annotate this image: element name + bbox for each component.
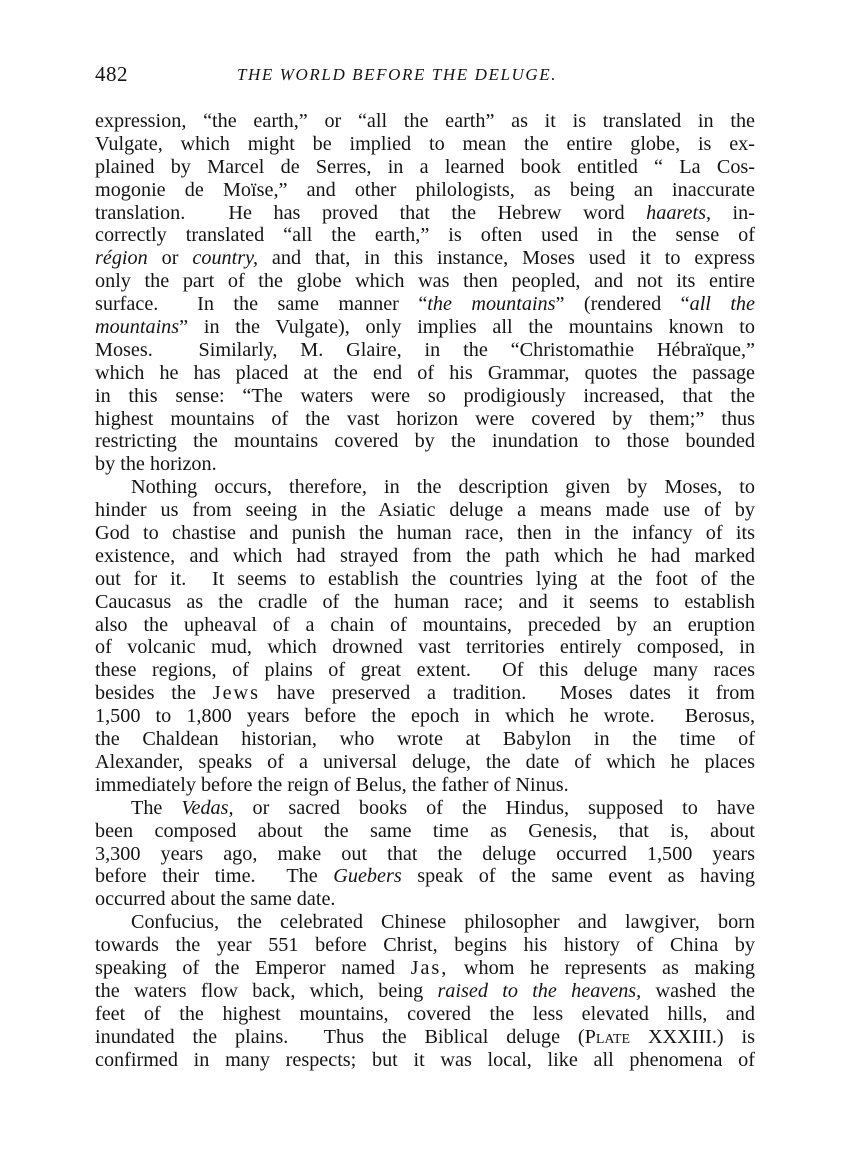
text-run: Caucasus as the cradle of the human race; and it seems to establish bbox=[95, 590, 755, 613]
italic-term: country, bbox=[192, 247, 258, 270]
text-run: also the upheaval of a chain of mountains, preceded by an eruption bbox=[95, 613, 755, 636]
text-run: these regions, of plains of great extent. Of this deluge many races bbox=[95, 659, 755, 682]
text-run: the Chaldean historian, who wrote at Babylon in the time of bbox=[95, 728, 755, 751]
text-run: plained by Marcel de Serres, in a learned book entitled “ La Cos- bbox=[95, 155, 755, 178]
text-line bbox=[95, 614, 755, 637]
text-run: highest mountains of the vast horizon were covered by them;” thus bbox=[95, 407, 755, 430]
text-line bbox=[95, 110, 755, 133]
text-run: in- bbox=[711, 201, 755, 224]
text-run: by the horizon. bbox=[95, 453, 217, 476]
text-line bbox=[95, 316, 755, 339]
text-run: which he has placed at the end of his Grammar, quotes the passage bbox=[95, 361, 755, 384]
italic-term: raised to the heavens, bbox=[437, 979, 642, 1002]
text-run: hinder us from seeing in the Asiatic deluge a means made use of by bbox=[95, 499, 755, 522]
text-run: existence, and which had strayed from the path which he had marked bbox=[95, 544, 755, 567]
text-run: restricting the mountains covered by the inundation to those bounded bbox=[95, 430, 755, 453]
text-run: translation. He has proved that the Hebrew word bbox=[95, 201, 647, 224]
text-run: Alexander, speaks of a universal deluge, the date of which he places bbox=[95, 750, 755, 773]
text-run: been composed about the same time as Genesis, that is, about bbox=[95, 819, 755, 842]
text-run: God to chastise and punish the human race, then in the infancy of its bbox=[95, 522, 755, 545]
text-line bbox=[95, 865, 755, 888]
text-run: ” in the Vulgate), only implies all the mountains known to bbox=[179, 316, 755, 339]
paragraph-3 bbox=[95, 797, 755, 911]
text-line bbox=[95, 476, 755, 499]
text-run: only the part of the globe which was then peopled, and not its entire bbox=[95, 270, 755, 293]
text-run: speaking of the Emperor named bbox=[95, 956, 411, 979]
italic-term: région bbox=[95, 247, 148, 270]
text-line bbox=[95, 751, 755, 774]
text-run: out for it. It seems to establish the countries lying at the foot of the bbox=[95, 567, 755, 590]
text-line bbox=[95, 545, 755, 568]
text-run: or bbox=[147, 247, 193, 270]
text-line bbox=[95, 362, 755, 385]
text-run: immediately before the reign of Belus, the father of Ninus. bbox=[95, 773, 569, 796]
text-line bbox=[95, 682, 755, 705]
italic-term: all the bbox=[689, 293, 755, 316]
text-run: ” (rendered “ bbox=[555, 293, 690, 316]
text-line bbox=[95, 247, 755, 270]
text-line bbox=[95, 980, 755, 1003]
text-run: 1,500 to 1,800 years before the epoch in which he wrote. Berosus, bbox=[95, 705, 755, 728]
text-line bbox=[95, 499, 755, 522]
text-run: surface. In the same manner “ bbox=[95, 293, 428, 316]
text-line bbox=[95, 202, 755, 225]
spaced-term: Jas, bbox=[410, 956, 449, 979]
text-run: whom he represents as making bbox=[448, 956, 755, 979]
text-line bbox=[95, 408, 755, 431]
text-line bbox=[95, 179, 755, 202]
text-run: occurred about the same date. bbox=[95, 888, 336, 911]
italic-term: Vedas, bbox=[181, 796, 234, 819]
text-line bbox=[95, 270, 755, 293]
text-run: XXXIII.) is bbox=[630, 1025, 755, 1048]
text-run: in this sense: “The waters were so prodigiously increased, that the bbox=[95, 384, 755, 407]
italic-term: the mountains bbox=[427, 293, 556, 316]
text-run: The bbox=[131, 796, 182, 819]
text-line bbox=[95, 1049, 755, 1072]
text-run: speak of the same event as having bbox=[401, 865, 755, 888]
text-run: besides the bbox=[95, 682, 213, 705]
running-head bbox=[95, 62, 755, 90]
text-run: feet of the highest mountains, covered the less elevated hills, and bbox=[95, 1002, 755, 1025]
text-line bbox=[95, 774, 755, 797]
text-line bbox=[95, 1026, 755, 1049]
small-caps-term: Plate bbox=[584, 1025, 631, 1048]
text-run: have preserved a tradition. Moses dates it from bbox=[260, 682, 755, 705]
text-line bbox=[95, 636, 755, 659]
text-run: confirmed in many respects; but it was local, like all phenomena of bbox=[95, 1048, 755, 1071]
text-run: correctly translated “all the earth,” is often used in the sense of bbox=[95, 224, 755, 247]
italic-term: haarets, bbox=[646, 201, 711, 224]
text-line bbox=[95, 224, 755, 247]
text-run: 3,300 years ago, make out that the deluge occurred 1,500 years bbox=[95, 842, 755, 865]
text-run: Vulgate, which might be implied to mean the entire globe, is ex- bbox=[95, 132, 755, 155]
text-line bbox=[95, 156, 755, 179]
text-run: Nothing occurs, therefore, in the description given by Moses, to bbox=[131, 476, 755, 499]
text-line bbox=[95, 591, 755, 614]
page-number: 482 bbox=[95, 62, 128, 86]
text-line bbox=[95, 453, 755, 476]
text-line bbox=[95, 293, 755, 316]
italic-term: Guebers bbox=[333, 865, 402, 888]
text-run: mogonie de Moïse,” and other philologists, as being an inaccurate bbox=[95, 178, 755, 201]
text-run: inundated the plains. Thus the Biblical deluge ( bbox=[95, 1025, 585, 1048]
paragraph-1 bbox=[95, 110, 755, 476]
text-run: or sacred books of the Hindus, supposed to have bbox=[233, 796, 755, 819]
text-line bbox=[95, 888, 755, 911]
text-line bbox=[95, 843, 755, 866]
spaced-term: Jews bbox=[212, 682, 260, 705]
text-line bbox=[95, 522, 755, 545]
body-text bbox=[95, 110, 755, 1071]
text-run: washed the bbox=[641, 979, 755, 1002]
text-run: expression, “the earth,” or “all the earth” as it is translated in the bbox=[95, 110, 755, 132]
text-line bbox=[95, 934, 755, 957]
paragraph-4 bbox=[95, 911, 755, 1071]
text-line bbox=[95, 133, 755, 156]
text-run: Confucius, the celebrated Chinese philosopher and lawgiver, born bbox=[131, 911, 755, 934]
text-run: of volcanic mud, which drowned vast territories entirely composed, in bbox=[95, 636, 755, 659]
italic-term: mountains bbox=[95, 316, 180, 339]
text-line bbox=[95, 728, 755, 751]
running-title: THE WORLD BEFORE THE DELUGE. bbox=[237, 65, 558, 84]
text-run: towards the year 551 before Christ, begins his history of China by bbox=[95, 934, 755, 957]
text-line bbox=[95, 339, 755, 362]
text-run: Moses. Similarly, M. Glaire, in the “Christomathie Hébraïque,” bbox=[95, 338, 755, 361]
text-run: the waters flow back, which, being bbox=[95, 979, 438, 1002]
text-line bbox=[95, 385, 755, 408]
text-line bbox=[95, 911, 755, 934]
text-line bbox=[95, 1003, 755, 1026]
text-line bbox=[95, 957, 755, 980]
text-line bbox=[95, 568, 755, 591]
text-run: before their time. The bbox=[95, 865, 334, 888]
text-line bbox=[95, 705, 755, 728]
text-line bbox=[95, 659, 755, 682]
paragraph-2 bbox=[95, 476, 755, 796]
text-line bbox=[95, 797, 755, 820]
text-line bbox=[95, 820, 755, 843]
text-run: and that, in this instance, Moses used it to express bbox=[258, 247, 755, 270]
text-line bbox=[95, 430, 755, 453]
